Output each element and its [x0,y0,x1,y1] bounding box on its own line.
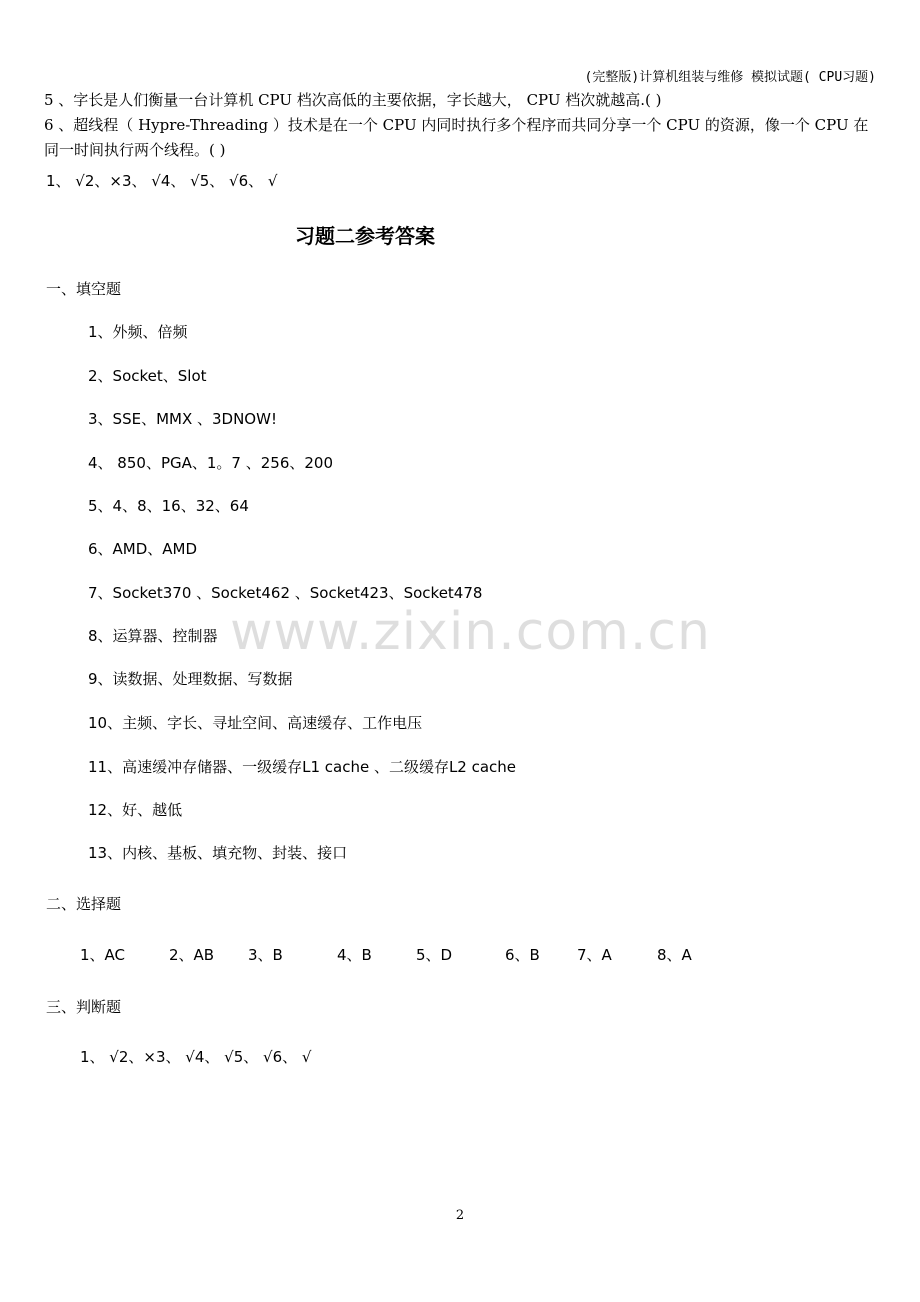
question-5: 5 、字长是人们衡量一台计算机 CPU 档次高低的主要依据，字长越大， CPU 档次就越高.( ) [44,91,662,109]
judge-heading: 三、判断题 [46,998,122,1016]
fill-answer-12: 12、好、越低 [88,801,183,819]
fill-answer-9: 9、读数据、处理数据、写数据 [88,670,293,688]
choice-answer-6: 6、B [505,946,540,964]
choice-answer-7: 7、A [577,946,612,964]
choice-answer-5: 5、D [416,946,453,964]
fill-answer-3: 3、SSE、MMX 、3DNOW! [88,410,277,428]
fill-answer-10: 10、主频、字长、寻址空间、高速缓存、工作电压 [88,714,423,732]
page-header: (完整版)计算机组装与维修 模拟试题( CPU习题) [584,70,876,85]
fill-answer-13: 13、内核、基板、填充物、封装、接口 [88,844,348,862]
fill-answer-8: 8、运算器、控制器 [88,627,218,645]
choice-answer-2: 2、AB [169,946,215,964]
choice-answer-1: 1、AC [80,946,126,964]
choice-answers-row [80,944,700,968]
fill-answer-6: 6、AMD、AMD [88,540,198,558]
watermark: www.zixin.com.cn [230,602,711,662]
judge-answers: 1、 √2、×3、 √4、 √5、 √6、 √ [80,1048,312,1066]
choice-answer-8: 8、A [657,946,692,964]
fill-blank-heading: 一、填空题 [46,280,122,298]
true-false-answers-previous: 1、 √2、×3、 √4、 √5、 √6、 √ [46,172,278,190]
choice-heading: 二、选择题 [46,895,122,913]
page-number: 2 [455,1208,465,1223]
section-title: 习题二参考答案 [295,224,435,248]
question-6: 6 、超线程（ Hypre-Threading ）技术是在一个 CPU 内同时执行多个程序而共同分享一个 CPU 的资源，像一个 CPU 在同一时间执行两个线程。( ) [44,116,869,159]
fill-answer-1: 1、外频、倍频 [88,323,188,341]
fill-answer-2: 2、Socket、Slot [88,367,207,385]
choice-answer-4: 4、B [337,946,372,964]
choice-answer-3: 3、B [248,946,283,964]
fill-answer-11: 11、高速缓冲存储器、一级缓存L1 cache 、二级缓存L2 cache [88,758,517,776]
fill-answer-7: 7、Socket370 、Socket462 、Socket423、Socket478 [88,584,483,602]
fill-answer-4: 4、 850、PGA、1。7 、256、200 [88,454,333,472]
fill-answer-5: 5、4、8、16、32、64 [88,497,249,515]
